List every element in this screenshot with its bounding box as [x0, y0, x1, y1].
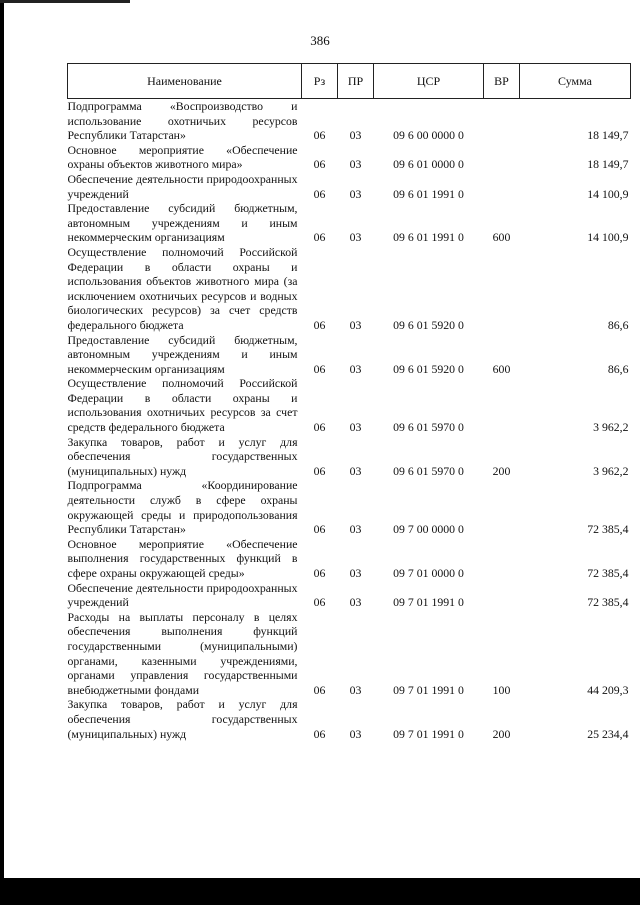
cell-vr: 600 — [492, 230, 511, 245]
cell-rz: 06 — [313, 566, 326, 580]
cell-pr: 03 — [349, 682, 362, 697]
cell-name: Подпрограмма «Воспроизводство и использование охотничьих ресурсов Республики Татарстан» — [67, 99, 298, 143]
cell-vr — [484, 245, 520, 333]
header-csr: ЦСР — [374, 64, 484, 99]
cell-name: Обеспечение деятельности природоохранных учреждений — [67, 580, 298, 610]
cell-vr: 200 — [492, 463, 511, 478]
cell-sum: 72 385,4 — [587, 522, 629, 537]
table-row — [68, 376, 631, 434]
cell-pr: 03 — [349, 317, 362, 332]
cell-pr: 03 — [349, 595, 362, 610]
cell-rz: 06 — [313, 522, 326, 537]
table-row — [68, 697, 631, 741]
cell-name: Предоставление субсидий бюджетным, автономным учреждениям и иным некоммерческим организациям — [67, 201, 298, 245]
cell-name: Предоставление субсидий бюджетным, автономным учреждениям и иным некоммерческим организациям — [67, 332, 298, 376]
table-row — [68, 333, 631, 377]
header-sum: Сумма — [520, 64, 631, 99]
cell-rz: 06 — [313, 682, 326, 697]
table-body — [68, 99, 631, 742]
table-row — [68, 245, 631, 333]
cell-pr: 03 — [349, 463, 362, 478]
cell-csr: 09 6 00 0000 0 — [393, 128, 464, 143]
cell-csr: 09 6 01 5920 0 — [393, 317, 464, 332]
cell-vr: 100 — [492, 682, 511, 697]
cell-name: Подпрограмма «Координирование деятельности служб в сфере охраны окружающей среды и природопользования Республики Татарстан» — [67, 478, 298, 537]
cell-pr: 03 — [349, 726, 362, 741]
header-rz: Рз — [302, 64, 338, 99]
table-row — [68, 581, 631, 610]
cell-sum: 14 100,9 — [587, 186, 629, 201]
cell-name: Расходы на выплаты персоналу в целях обеспечения выполнения функций государственными (муниципальными) органами, казенными учреждениями, органами управления государственными внебюджетными фондами — [67, 609, 298, 697]
cell-csr: 09 7 01 1991 0 — [393, 726, 464, 741]
cell-pr: 03 — [349, 128, 362, 143]
page-number: 386 — [310, 33, 330, 48]
cell-sum: 18 149,7 — [587, 128, 629, 143]
cell-rz: 06 — [313, 726, 326, 741]
cell-rz: 06 — [313, 157, 326, 172]
cell-vr — [484, 537, 520, 581]
cell-csr: 09 6 01 1991 0 — [393, 230, 464, 245]
cell-name: Осуществление полномочий Российской Федерации в области охраны и использования охотничьих ресурсов за счет средств федерального бюджета — [67, 376, 298, 435]
table-header-row — [68, 64, 631, 99]
table-row — [68, 172, 631, 201]
cell-csr: 09 6 01 1991 0 — [393, 186, 464, 201]
scan-edge-left — [0, 0, 4, 905]
cell-pr: 03 — [349, 157, 362, 172]
scan-edge-bottom — [0, 878, 640, 905]
cell-sum: 3 962,2 — [593, 420, 629, 435]
cell-pr: 03 — [349, 230, 362, 245]
cell-rz: 06 — [313, 361, 326, 376]
cell-rz: 06 — [313, 317, 326, 332]
cell-csr: 09 6 01 5970 0 — [393, 463, 464, 478]
cell-pr: 03 — [349, 522, 362, 537]
cell-csr: 09 7 01 1991 0 — [393, 595, 464, 610]
cell-name: Закупка товаров, работ и услуг для обеспечения государственных (муниципальных) нужд — [67, 697, 298, 741]
cell-vr — [484, 143, 520, 172]
header-name: Наименование — [68, 64, 302, 99]
cell-csr: 09 6 01 0000 0 — [393, 157, 464, 172]
header-vr: ВР — [484, 64, 520, 99]
cell-name: Обеспечение деятельности природоохранных учреждений — [67, 171, 298, 201]
cell-pr: 03 — [349, 566, 362, 580]
cell-name: Закупка товаров, работ и услуг для обеспечения государственных (муниципальных) нужд — [67, 434, 298, 478]
cell-sum: 86,6 — [607, 361, 629, 376]
cell-pr: 03 — [349, 186, 362, 201]
cell-sum: 25 234,4 — [587, 726, 629, 741]
cell-sum: 3 962,2 — [593, 463, 629, 478]
cell-rz: 06 — [313, 230, 326, 245]
table-row — [68, 435, 631, 479]
cell-name: Основное мероприятие «Обеспечение охраны объектов животного мира» — [67, 142, 298, 172]
table-row — [68, 99, 631, 143]
table-row — [68, 201, 631, 245]
cell-sum: 72 385,4 — [587, 566, 629, 580]
cell-vr: 600 — [492, 361, 511, 376]
cell-rz: 06 — [313, 463, 326, 478]
cell-sum: 44 209,3 — [587, 682, 629, 697]
cell-csr: 09 7 00 0000 0 — [393, 522, 464, 537]
cell-rz: 06 — [313, 595, 326, 610]
cell-sum: 14 100,9 — [587, 230, 629, 245]
cell-vr — [484, 581, 520, 610]
table-row — [68, 478, 631, 536]
cell-vr — [484, 99, 520, 143]
cell-vr — [484, 172, 520, 201]
cell-rz: 06 — [313, 128, 326, 143]
cell-rz: 06 — [313, 186, 326, 201]
header-pr: ПР — [338, 64, 374, 99]
scan-mark-top — [0, 0, 130, 3]
cell-rz: 06 — [313, 420, 326, 435]
table-row — [68, 143, 631, 172]
cell-vr — [484, 376, 520, 434]
cell-pr: 03 — [349, 361, 362, 376]
table-row — [68, 537, 631, 581]
cell-sum: 86,6 — [607, 317, 629, 332]
cell-vr: 200 — [492, 726, 511, 741]
cell-csr: 09 6 01 5970 0 — [393, 420, 464, 435]
cell-csr: 09 7 01 0000 0 — [393, 566, 464, 580]
cell-vr — [484, 478, 520, 536]
table-row — [68, 610, 631, 698]
cell-sum: 72 385,4 — [587, 595, 629, 610]
cell-csr: 09 7 01 1991 0 — [393, 682, 464, 697]
cell-pr: 03 — [349, 420, 362, 435]
cell-csr: 09 6 01 5920 0 — [393, 361, 464, 376]
budget-table — [67, 63, 631, 741]
cell-name: Основное мероприятие «Обеспечение выполнения государственных функций в сфере охраны окружающей среды» — [67, 536, 298, 580]
cell-sum: 18 149,7 — [587, 157, 629, 172]
cell-name: Осуществление полномочий Российской Федерации в области охраны и использования объектов животного мира (за исключением охотничьих ресурсов и водных биологических ресурсов) за счет средств федерального бюджета — [67, 244, 298, 332]
